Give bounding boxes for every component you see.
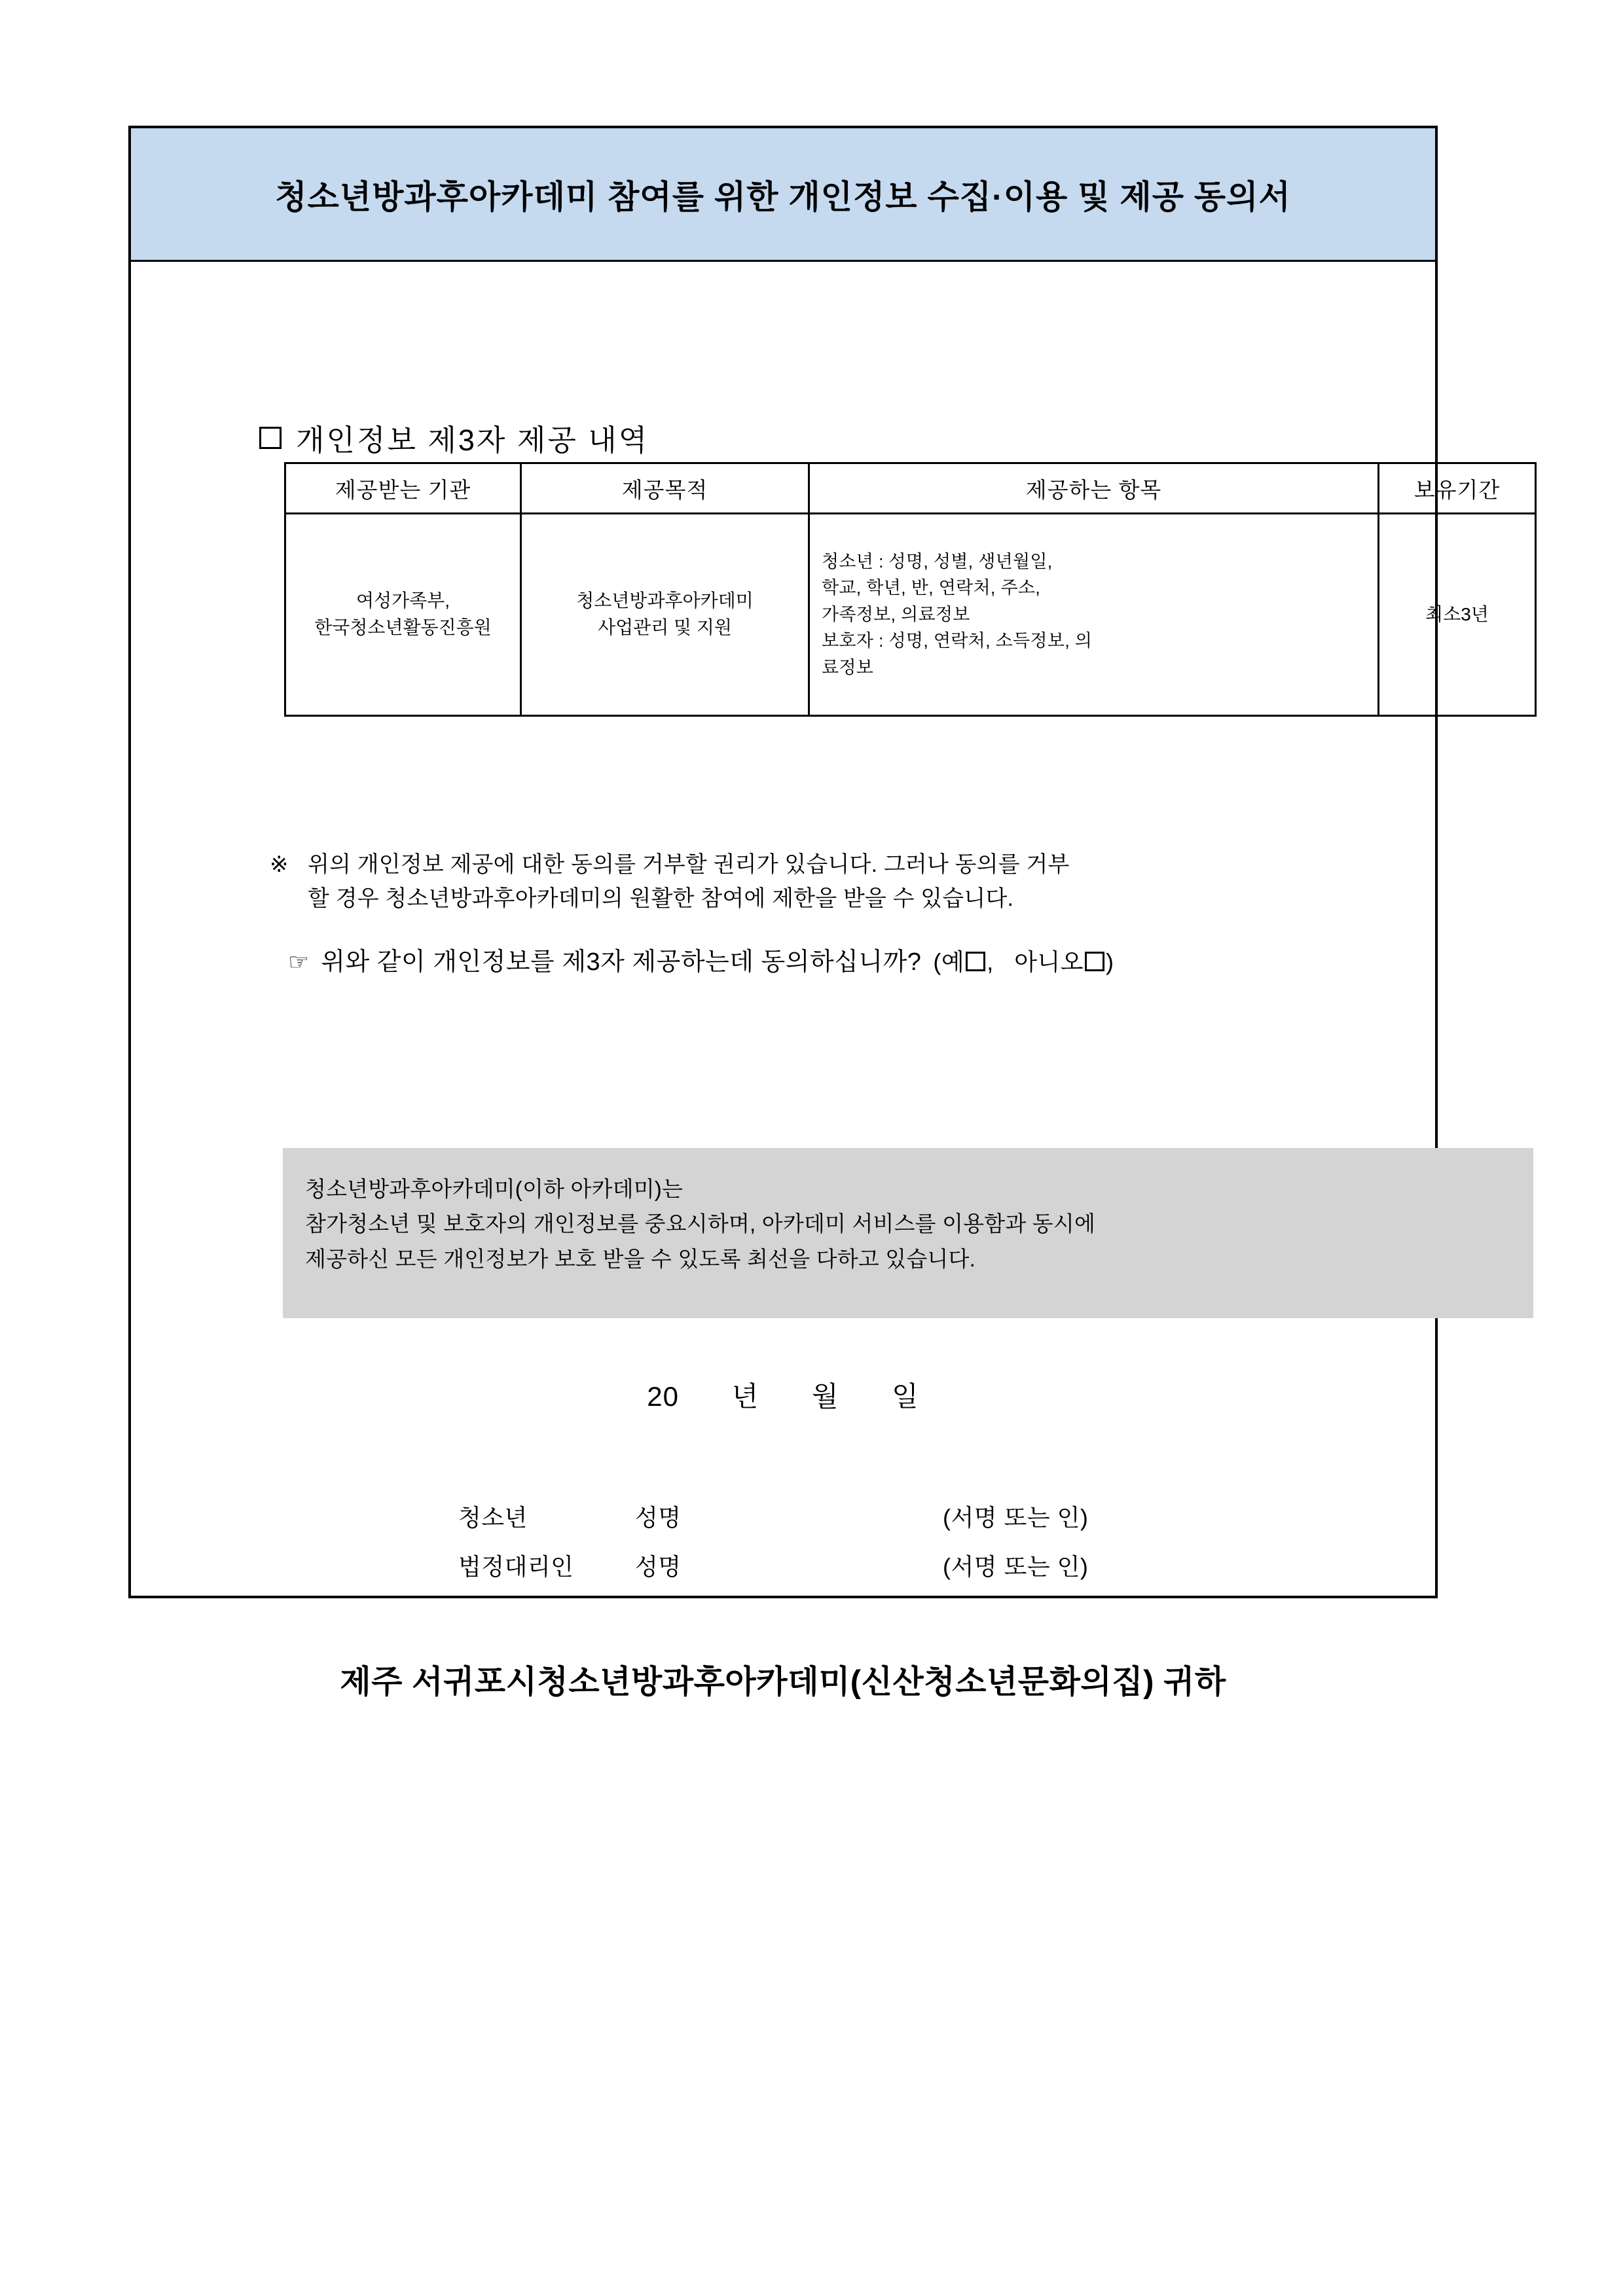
- statement-line-3: 제공하신 모든 개인정보가 보호 받을 수 있도록 최선을 다하고 있습니다.: [305, 1246, 976, 1271]
- consent-options: [933, 944, 1114, 977]
- consent-question-text: 위와 같이 개인정보를 제3자 제공하는데 동의하십니까?: [321, 948, 922, 976]
- signature-name-label-guardian: 성명: [635, 1553, 682, 1580]
- page-title: 청소년방과후아카데미 참여를 위한 개인정보 수집·이용 및 제공 동의서: [275, 178, 1291, 215]
- consent-comma: ,: [987, 948, 994, 975]
- consent-close-paren: ): [1106, 948, 1114, 975]
- signature-row-youth: [458, 1499, 1309, 1533]
- table-row: [285, 514, 1536, 716]
- statement-line-2: 참가청소년 및 보호자의 개인정보를 중요시하며, 아카데미 서비스를 이용함과 동시에: [305, 1211, 1096, 1236]
- signature-role-guardian: 법정대리인: [458, 1553, 574, 1580]
- section-heading-label: 개인정보 제3자 제공 내역: [296, 423, 649, 457]
- items-line-4: 보호자 : 성명, 연락처, 소득정보, 의: [822, 631, 1093, 651]
- privacy-statement-block: [283, 1148, 1533, 1318]
- pointing-hand-icon: ☞: [288, 948, 310, 975]
- signature-name-label-youth: 성명: [635, 1504, 682, 1531]
- document-title-banner: [131, 128, 1435, 262]
- consent-no-label: 아니오: [1014, 948, 1084, 975]
- consent-yes-checkbox[interactable]: [966, 952, 985, 971]
- notice-block: [270, 848, 1402, 916]
- signature-section: [458, 1499, 1309, 1598]
- cell-purpose: [521, 514, 809, 716]
- cell-organization: [285, 514, 521, 716]
- date-year-value: 20: [647, 1381, 679, 1412]
- items-line-2: 학교, 학년, 반, 연락처, 주소,: [822, 578, 1041, 598]
- purpose-line-1: 청소년방과후아카데미: [576, 590, 754, 611]
- items-line-5: 료정보: [822, 657, 874, 677]
- notice-mark-icon: ※: [270, 852, 289, 877]
- signature-role-youth: 청소년: [458, 1504, 528, 1531]
- items-line-3: 가족정보, 의료정보: [822, 604, 970, 624]
- consent-no-checkbox[interactable]: [1085, 952, 1104, 971]
- consent-question-row: [288, 941, 1114, 977]
- document-frame: [128, 126, 1501, 1700]
- statement-line-1: 청소년방과후아카데미(이하 아카데미)는: [305, 1177, 684, 1201]
- purpose-line-2: 사업관리 및 지원: [598, 617, 732, 637]
- date-day-label: 일: [892, 1381, 919, 1412]
- items-line-1: 청소년 : 성명, 성별, 생년월일,: [822, 551, 1053, 571]
- signature-mark-guardian: (서명 또는 인): [943, 1553, 1089, 1580]
- notice-line-1: 위의 개인정보 제공에 대한 동의를 거부할 권리가 있습니다. 그러나 동의를 거부: [308, 852, 1070, 877]
- consent-yes-label: (예: [933, 948, 965, 975]
- table-header-items: 제공하는 항목: [809, 463, 1379, 514]
- date-line: [131, 1375, 1435, 1414]
- table-header-organization: 제공받는 기관: [285, 463, 521, 514]
- cell-items: [809, 514, 1379, 716]
- date-year-label: 년: [731, 1381, 759, 1412]
- notice-line-2: 할 경우 청소년방과후아카데미의 원활한 참여에 제한을 받을 수 있습니다.: [308, 886, 1014, 911]
- organization-line-2: 한국청소년활동진흥원: [314, 617, 492, 637]
- cell-retention: 최소3년: [1379, 514, 1536, 716]
- table-header-retention: 보유기간: [1379, 463, 1536, 514]
- organization-line-1: 여성가족부,: [356, 590, 450, 611]
- footer-recipient: 제주 서귀포시청소년방과후아카데미(신산청소년문화의집) 귀하: [340, 1664, 1226, 1700]
- section-heading-third-party: [259, 416, 649, 459]
- table-header-purpose: 제공목적: [521, 463, 809, 514]
- checkbox-icon: [259, 427, 282, 449]
- table-header-row: [285, 463, 1536, 514]
- third-party-provision-table: [284, 462, 1537, 717]
- date-month-label: 월: [811, 1381, 839, 1412]
- signature-row-guardian: [458, 1549, 1309, 1582]
- signature-mark-youth: (서명 또는 인): [943, 1504, 1089, 1531]
